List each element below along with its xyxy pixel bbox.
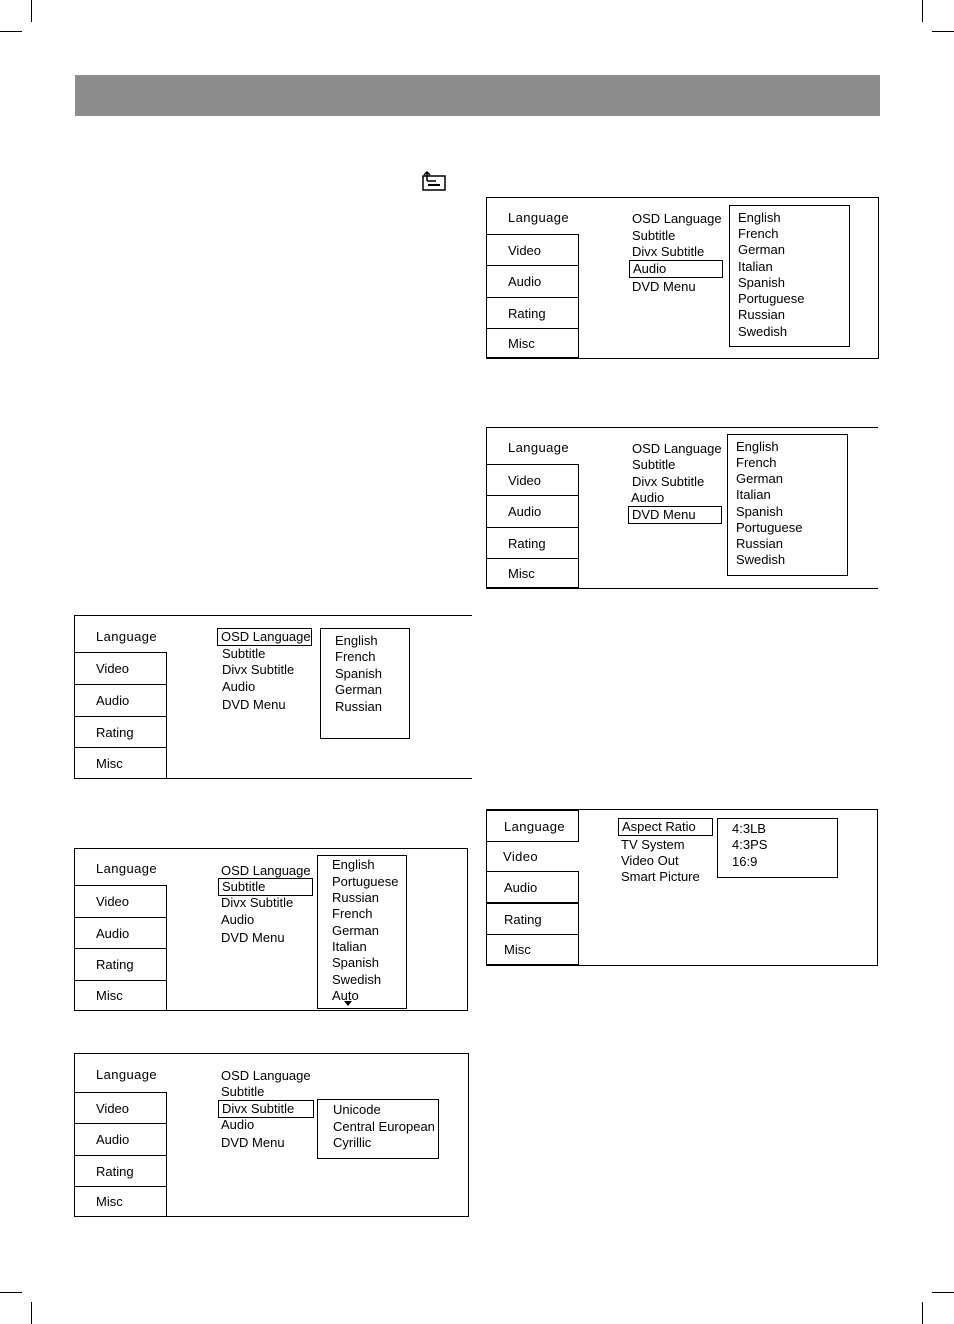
tab-misc[interactable]: Misc	[75, 1186, 167, 1217]
tab-audio[interactable]: Audio	[75, 684, 167, 717]
setup-tabs	[487, 198, 579, 358]
crop-mark	[932, 31, 954, 32]
setup-tabs	[75, 1054, 167, 1216]
crop-mark	[922, 0, 923, 22]
option-item[interactable]: Italian	[738, 259, 773, 274]
option-item[interactable]: Russian	[736, 536, 783, 551]
option-item[interactable]: 16:9	[732, 854, 758, 869]
option-item[interactable]: Swedish	[332, 972, 382, 987]
option-item[interactable]: Swedish	[738, 324, 788, 339]
tab-language[interactable]: Language	[508, 210, 570, 225]
menu-audio[interactable]: Audio	[631, 490, 665, 505]
menu-dvd-menu[interactable]: DVD Menu	[221, 930, 285, 945]
menu-dvd-menu[interactable]: DVD Menu	[628, 506, 722, 524]
menu-osd-language[interactable]: OSD Language	[632, 441, 722, 456]
tab-audio[interactable]: Audio	[75, 1123, 167, 1156]
tab-video[interactable]: Video	[75, 885, 167, 918]
tab-audio[interactable]: Audio	[75, 917, 167, 949]
menu-audio[interactable]: Audio	[222, 679, 256, 694]
option-item[interactable]: Portuguese	[332, 874, 399, 889]
option-item[interactable]: French	[738, 226, 779, 241]
tab-video[interactable]: Video	[75, 652, 167, 685]
setup-menu-icon	[421, 170, 447, 192]
options-list	[717, 818, 838, 878]
tab-misc[interactable]: Misc	[487, 934, 579, 965]
tab-video[interactable]: Video	[487, 464, 579, 496]
tab-misc[interactable]: Misc	[487, 328, 579, 358]
tab-language[interactable]: Language	[96, 861, 158, 876]
option-item[interactable]: 4:3PS	[732, 837, 768, 852]
menu-tv-system[interactable]: TV System	[621, 837, 685, 852]
menu-subtitle[interactable]: Subtitle	[222, 646, 266, 661]
menu-subtitle[interactable]: Subtitle	[218, 878, 313, 896]
tab-audio[interactable]: Audio	[487, 495, 579, 528]
option-item[interactable]: Spanish	[335, 666, 382, 681]
menu-divx-subtitle[interactable]: Divx Subtitle	[632, 244, 705, 259]
menu-video-out[interactable]: Video Out	[621, 853, 679, 868]
tab-misc[interactable]: Misc	[75, 747, 167, 779]
menu-osd-language[interactable]: OSD Language	[632, 211, 722, 226]
options-list	[317, 1099, 439, 1159]
option-item[interactable]: Portuguese	[738, 291, 805, 306]
option-item[interactable]: Auto	[332, 988, 359, 1003]
tab-misc[interactable]: Misc	[75, 980, 167, 1011]
setup-panel-audio	[486, 197, 879, 359]
menu-subtitle[interactable]: Subtitle	[632, 228, 676, 243]
option-item[interactable]: Russian	[335, 699, 382, 714]
option-item[interactable]: English	[332, 857, 375, 872]
option-item[interactable]: Spanish	[332, 955, 379, 970]
menu-subtitle[interactable]: Subtitle	[632, 457, 676, 472]
setup-panel-subtitle	[74, 848, 468, 1011]
option-item[interactable]: English	[738, 210, 781, 225]
tab-video[interactable]: Video	[75, 1092, 167, 1124]
option-item[interactable]: Central European	[333, 1119, 435, 1134]
option-item[interactable]: Russian	[738, 307, 785, 322]
menu-aspect-ratio[interactable]: Aspect Ratio	[618, 818, 713, 836]
menu-divx-subtitle[interactable]: Divx Subtitle	[221, 895, 294, 910]
options-list	[727, 434, 848, 576]
menu-dvd-menu[interactable]: DVD Menu	[632, 279, 696, 294]
menu-osd-language[interactable]: OSD Language	[221, 863, 311, 878]
setup-tabs	[75, 616, 167, 778]
option-item[interactable]: Spanish	[738, 275, 785, 290]
tab-language[interactable]: Language	[487, 810, 579, 842]
option-item[interactable]: Unicode	[333, 1102, 381, 1117]
menu-audio[interactable]: Audio	[221, 912, 255, 927]
option-item[interactable]: Italian	[736, 487, 771, 502]
crop-mark	[31, 0, 32, 22]
menu-osd-language[interactable]: OSD Language	[217, 628, 312, 646]
menu-smart-picture[interactable]: Smart Picture	[621, 869, 700, 884]
crop-mark	[0, 1292, 22, 1293]
options-list	[317, 855, 407, 1009]
setup-panel-osd-language	[74, 615, 472, 779]
option-item[interactable]: Portuguese	[736, 520, 803, 535]
tab-rating[interactable]: Rating	[487, 903, 579, 935]
option-item[interactable]: Swedish	[736, 552, 786, 567]
tab-rating[interactable]: Rating	[487, 297, 579, 329]
option-item[interactable]: German	[738, 242, 785, 257]
tab-rating[interactable]: Rating	[75, 1155, 167, 1187]
option-item[interactable]: Cyrillic	[333, 1135, 372, 1150]
setup-panel-dvd-menu	[486, 427, 878, 589]
menu-dvd-menu[interactable]: DVD Menu	[222, 697, 286, 712]
tab-language[interactable]: Language	[508, 440, 570, 455]
crop-mark	[31, 1302, 32, 1324]
setup-tabs	[487, 810, 579, 965]
menu-divx-subtitle[interactable]: Divx Subtitle	[222, 662, 295, 677]
crop-mark	[0, 31, 22, 32]
menu-audio[interactable]: Audio	[221, 1117, 255, 1132]
option-item[interactable]: Russian	[332, 890, 379, 905]
tab-language[interactable]: Language	[96, 628, 158, 644]
setup-tabs	[487, 428, 579, 588]
setup-panel-divx-subtitle	[74, 1053, 469, 1217]
option-item[interactable]: Italian	[332, 939, 367, 954]
menu-divx-subtitle[interactable]: Divx Subtitle	[632, 474, 705, 489]
scroll-down-arrow-icon[interactable]	[344, 1001, 352, 1006]
crop-mark	[932, 1292, 954, 1293]
option-item[interactable]: German	[736, 471, 783, 486]
tab-rating[interactable]: Rating	[487, 527, 579, 559]
menu-dvd-menu[interactable]: DVD Menu	[221, 1135, 285, 1150]
setup-panel-video	[486, 809, 878, 966]
crop-mark	[922, 1302, 923, 1324]
menu-osd-language[interactable]: OSD Language	[221, 1068, 311, 1083]
tab-rating[interactable]: Rating	[75, 716, 167, 748]
option-item[interactable]: Spanish	[736, 504, 783, 519]
tab-video[interactable]: Video	[503, 849, 539, 864]
option-item[interactable]: English	[736, 439, 779, 454]
option-item[interactable]: French	[335, 649, 376, 664]
tab-audio[interactable]: Audio	[487, 265, 579, 298]
section-header-bar	[75, 75, 880, 116]
options-list	[729, 205, 850, 347]
option-item[interactable]: French	[736, 455, 777, 470]
option-item[interactable]: German	[332, 923, 379, 938]
tab-language[interactable]: Language	[96, 1067, 158, 1082]
tab-video[interactable]: Video	[487, 234, 579, 266]
option-item[interactable]: French	[332, 906, 373, 921]
option-item[interactable]: German	[335, 682, 382, 697]
options-list	[320, 628, 410, 739]
menu-divx-subtitle[interactable]: Divx Subtitle	[218, 1100, 314, 1118]
option-item[interactable]: English	[335, 633, 378, 648]
tab-rating[interactable]: Rating	[75, 948, 167, 981]
option-item[interactable]: 4:3LB	[732, 821, 766, 836]
setup-tabs	[75, 849, 167, 1010]
menu-audio[interactable]: Audio	[629, 260, 723, 278]
tab-misc[interactable]: Misc	[487, 558, 579, 588]
menu-subtitle[interactable]: Subtitle	[221, 1084, 265, 1099]
tab-audio[interactable]: Audio	[487, 871, 579, 903]
